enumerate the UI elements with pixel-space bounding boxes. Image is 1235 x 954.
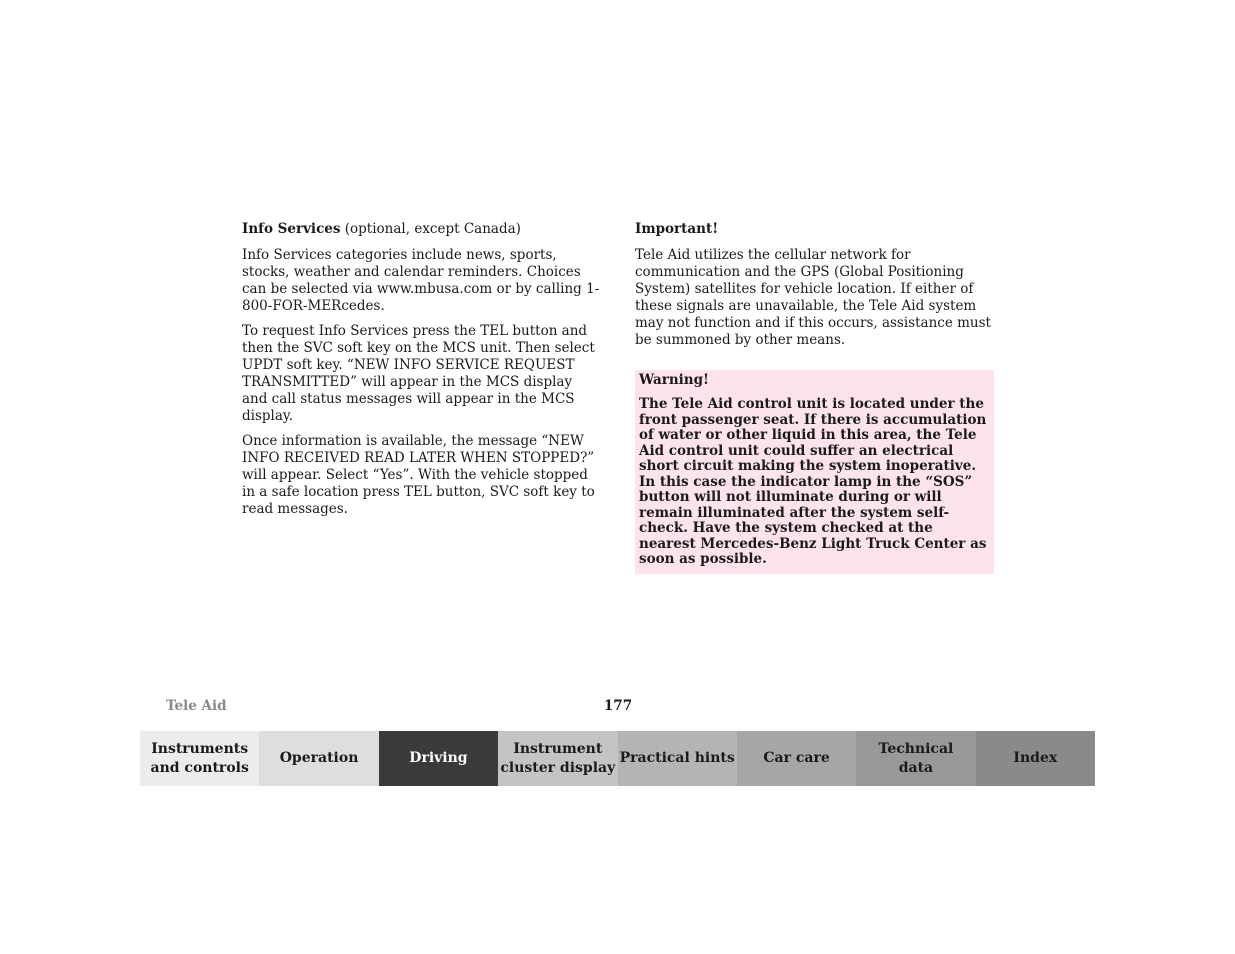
paragraph-once-available: Once information is available, the message “NEW INFO RECEIVED READ LATER WHEN STOPPED?” will appear. Select “Yes”. With the vehicle stopped in a safe location press TEL button, SVC soft key to read messages. [242, 433, 595, 517]
nav-tab-car-care[interactable]: Car care [737, 731, 856, 786]
info-services-title: Info Services [242, 221, 341, 237]
right-column [635, 221, 993, 574]
chapter-nav-bar [140, 731, 1095, 786]
warning-box [635, 370, 994, 574]
important-heading [635, 221, 993, 238]
important-title: Important! [635, 221, 719, 237]
warning-title: Warning! [639, 372, 709, 388]
info-services-heading [242, 221, 600, 238]
left-column [242, 221, 600, 526]
nav-tab-practical-hints[interactable]: Practical hints [618, 731, 737, 786]
warning-text: The Tele Aid control unit is located under the front passenger seat. If there is accumulation of water or other liquid in this area, the Tele Aid control unit could suffer an electrical short circuit making the system inoperative. In this case the indicator lamp in the “SOS” button will not illuminate during or will remain illuminated after the system self-check. Have the system checked at the nearest Mercedes-Benz Light Truck Center as soon as possible. [639, 396, 987, 567]
nav-tab-instruments-and-controls[interactable]: Instruments and controls [140, 731, 259, 786]
section-title: Tele Aid [166, 698, 227, 714]
paragraph-request: To request Info Services press the TEL button and then the SVC soft key on the MCS unit. Then select UPDT soft key. “NEW INFO SERVICE REQUEST TRANSMITTED” will appear in the MCS display and call status messages will appear in the MCS display. [242, 323, 595, 424]
page-number: 177 [603, 698, 633, 714]
nav-tab-instrument-cluster-display[interactable]: Instrument cluster display [498, 731, 617, 786]
paragraph-tele-aid-network: Tele Aid utilizes the cellular network for communication and the GPS (Global Positioning System) satellites for vehicle location. If either of these signals are unavailable, the Tele Aid system may not function and if this occurs, assistance must be summoned by other means. [635, 247, 991, 348]
nav-tab-driving[interactable]: Driving [379, 731, 498, 786]
info-services-subtitle: (optional, except Canada) [340, 221, 521, 237]
nav-tab-index[interactable]: Index [976, 731, 1095, 786]
paragraph-categories: Info Services categories include news, sports, stocks, weather and calendar reminders. Choices can be selected via www.mbusa.com or by calling 1-800-FOR-MERcedes. [242, 247, 600, 314]
nav-tab-operation[interactable]: Operation [259, 731, 378, 786]
nav-tab-technical-data[interactable]: Technical data [856, 731, 975, 786]
